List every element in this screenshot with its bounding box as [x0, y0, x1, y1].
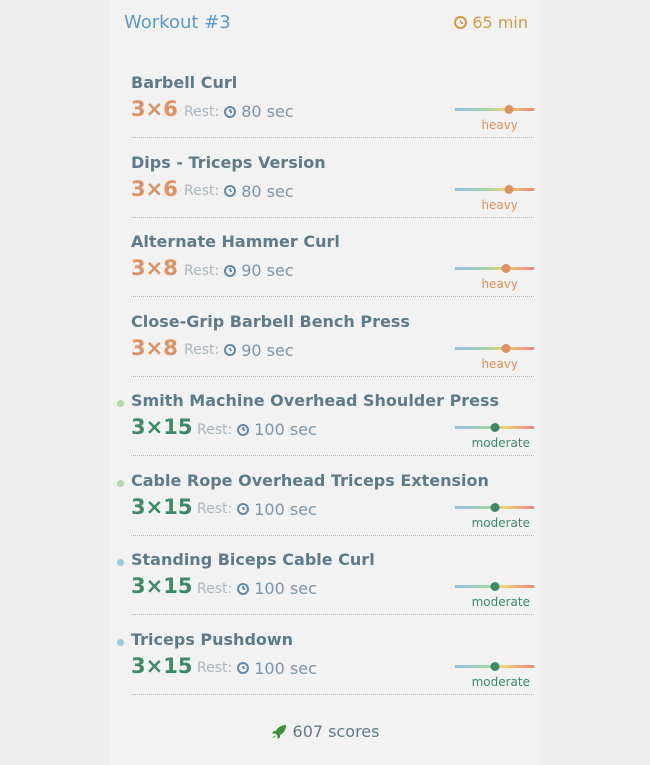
rest-value: 80 sec	[241, 102, 294, 121]
rest-label: Rest:	[197, 501, 233, 517]
exercise-row[interactable]	[0, 541, 650, 621]
row-divider	[131, 217, 534, 218]
exercise-name: Standing Biceps Cable Curl	[131, 550, 375, 569]
rest-label: Rest:	[184, 262, 220, 279]
intensity-label: heavy	[481, 197, 518, 212]
clock-icon	[237, 662, 249, 674]
row-divider	[131, 296, 534, 297]
exercise-rest	[197, 420, 317, 439]
exercise-rest	[184, 182, 294, 201]
intensity-marker	[502, 264, 511, 273]
exercise-name: Dips - Triceps Version	[131, 152, 326, 172]
exercise-row[interactable]	[0, 621, 650, 701]
row-divider	[131, 694, 534, 695]
intensity-marker	[502, 344, 511, 353]
exercise-sets: 3×8	[131, 256, 178, 280]
intensity-marker	[504, 185, 513, 194]
exercise-name: Cable Rope Overhead Triceps Extension	[131, 470, 489, 490]
clock-icon	[237, 583, 249, 595]
rest-label: Rest:	[184, 342, 220, 358]
rest-label: Rest:	[197, 580, 233, 597]
exercise-rest	[197, 500, 317, 519]
row-divider	[131, 376, 534, 377]
exercise-sets: 3×15	[131, 574, 193, 598]
rest-value: 100 sec	[254, 579, 317, 598]
row-divider	[131, 137, 534, 138]
rest-value: 100 sec	[254, 658, 317, 678]
intensity-label: moderate	[471, 515, 530, 530]
rest-value: 90 sec	[241, 261, 294, 280]
intensity-marker	[490, 582, 499, 591]
exercise-name: Triceps Pushdown	[131, 629, 294, 649]
scores-count: 607 scores	[292, 722, 380, 741]
clock-icon	[224, 106, 236, 118]
exercise-sets: 3×6	[131, 176, 178, 201]
exercise-rest	[184, 261, 294, 280]
rest-label: Rest:	[184, 183, 220, 199]
intensity-bar	[455, 267, 534, 270]
row-divider	[131, 614, 534, 615]
rest-value: 100 sec	[254, 499, 317, 519]
exercise-name: Alternate Hammer Curl	[131, 232, 340, 251]
exercise-rest	[184, 341, 294, 360]
exercise-rest	[197, 579, 317, 598]
exercise-row[interactable]	[0, 303, 650, 383]
clock-icon	[224, 344, 236, 356]
rest-label: Rest:	[184, 103, 220, 120]
status-dot	[117, 480, 124, 487]
exercise-list	[0, 64, 650, 700]
exercise-row[interactable]	[0, 462, 650, 542]
status-dot	[117, 400, 124, 407]
intensity-label: heavy	[481, 118, 518, 132]
clock-icon	[237, 503, 249, 515]
intensity-marker	[490, 423, 499, 432]
rest-label: Rest:	[197, 421, 233, 438]
row-divider	[131, 455, 534, 456]
status-dot	[117, 559, 124, 566]
intensity-marker	[490, 503, 499, 512]
rest-label: Rest:	[197, 660, 233, 676]
exercise-name: Smith Machine Overhead Shoulder Press	[131, 391, 500, 410]
exercise-row[interactable]	[0, 144, 650, 224]
rest-value: 100 sec	[254, 420, 317, 439]
intensity-marker	[490, 662, 499, 671]
duration-value: 65 min	[472, 13, 528, 32]
exercise-sets: 3×15	[131, 653, 193, 678]
row-divider	[131, 535, 534, 536]
exercise-sets: 3×6	[131, 97, 178, 121]
workout-title: Workout #3	[124, 12, 231, 33]
exercise-rest	[197, 659, 317, 678]
intensity-bar	[455, 108, 534, 111]
exercise-sets: 3×8	[131, 335, 178, 360]
intensity-marker	[504, 105, 513, 114]
rest-value: 80 sec	[241, 181, 294, 201]
rocket-icon	[271, 724, 287, 740]
exercise-name: Close-Grip Barbell Bench Press	[131, 311, 410, 331]
intensity-label: heavy	[481, 277, 518, 291]
rest-value: 90 sec	[241, 340, 294, 360]
scores-footer	[0, 722, 650, 741]
clock-icon	[224, 265, 236, 277]
intensity-label: moderate	[471, 595, 530, 609]
status-dot	[117, 639, 124, 646]
workout-duration	[454, 13, 528, 32]
exercise-row[interactable]	[0, 64, 650, 144]
workout-header	[110, 0, 540, 48]
intensity-label: heavy	[481, 356, 518, 371]
intensity-label: moderate	[471, 674, 530, 689]
clock-icon	[237, 424, 249, 436]
exercise-rest	[184, 102, 294, 121]
exercise-sets: 3×15	[131, 494, 193, 519]
clock-icon	[224, 185, 236, 197]
intensity-bar	[455, 188, 534, 191]
exercise-row[interactable]	[0, 223, 650, 303]
exercise-name: Barbell Curl	[131, 73, 238, 92]
clock-icon	[454, 16, 467, 29]
exercise-sets: 3×15	[131, 415, 193, 439]
intensity-label: moderate	[471, 436, 530, 450]
exercise-row[interactable]	[0, 382, 650, 462]
intensity-bar	[455, 347, 534, 350]
